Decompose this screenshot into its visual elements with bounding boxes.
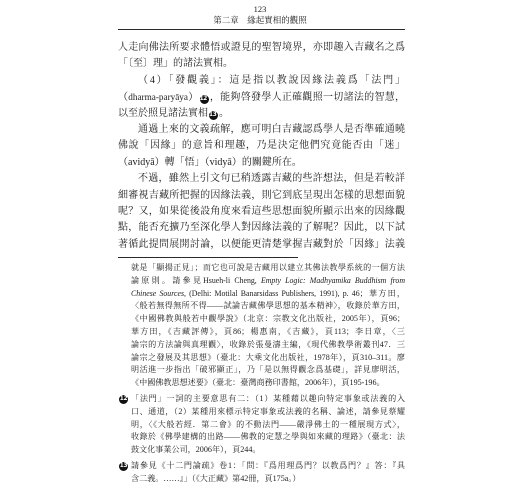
footnote-line: 口、通道，（2）某種用來標示特定事象或法義的名稱、論述，請參見蔡耀 [131,406,405,416]
body-line: 不過，雖然上引文句已稍透露吉藏的些許想法，但是若較詳 [138,173,405,185]
body-line: （4）「發觀義」：這是指以教說因緣法義爲「法門」 [138,74,405,86]
footnote-line: 〈般若無得無所不得——試論吉藏佛學思想的基本精神〉，收錄於華方田， [131,301,405,311]
page-number: 123 [253,4,267,14]
footnote-marker-13: 13 [119,463,128,469]
footnote-marker-12: 12 [119,396,128,402]
body-line [118,89,405,105]
footnote-13 [118,460,405,486]
footnote-text-span: 論原則。請參見 [131,275,204,285]
body-line: 「〔至〕理」的諸法實相。 [118,58,233,70]
sanskrit-term: dharma-paryāya [128,92,188,103]
body-line [118,106,405,122]
body-text-span: 以至於照見諸法實相 [118,107,208,119]
header-rule [118,29,405,30]
body-line: 人走向佛法所要求體悟或證見的聖智境界，亦即趣入吉藏名之爲 [118,42,405,53]
footnote-marker-13: 13 [209,111,217,118]
footnote-line: 「法門」一詞的主要意思有二：（1）某種藉以趣向特定事象或法義的入 [131,394,405,403]
footnote-line: 鼓文化事業公司，2006年），頁244。 [131,445,261,455]
body-line: 點，能否充擴乃至深化學人對因緣法義的了解呢？因此，以下試 [118,222,405,234]
footnote-line: 論宗之發展及其思想》（臺北：大乘文化出版社，1978年），頁310–311。廖 [131,352,405,362]
body-text-span: ，能夠啓發學人正確觀照一切諸法的智慧， [209,92,405,104]
footnote-line: 含二義。……』」（《大正藏》第42冊，頁175a。） [131,473,301,483]
citation-details: , (Delhi: Motilal Banarsidass Publishers, 1991), p. 46 [184,288,360,298]
footnote-continued [118,262,405,390]
body-text-span: （ [118,92,129,104]
footnote-line: 《中國佛教思想述要》（臺北：臺灣商務印書館，2006年），頁195-196。 [131,378,385,388]
footnote-line: 請參見《十二門論疏》卷1：「問：『爲用理爲門？以教爲門？』答：『具 [131,461,405,470]
footnote-line [118,288,405,301]
footnote-line: 論宗的方法論與真理觀〉，收錄於張曼濤主編，《現代佛教學術叢刊47．三 [131,339,405,349]
citation-title: Chinese Sources [131,288,184,298]
footnote-line: 明活進一步指出「破邪顯正」，乃「是以無得觀念爲基礎」，詳見廖明活， [131,365,405,375]
footnote-12 [118,393,405,457]
footnote-line: 《中國佛教與般若中觀學說》（北京：宗教文化出版社，2005年），頁96； [131,314,405,324]
footnote-line: 就是「顯揚正見」；而它也可說是吉藏用以建立其佛法教學系統的一個方法 [131,263,405,272]
body-line: 通過上來的文義疏解，應可明白吉藏認爲學人是否準確通曉 [138,123,405,135]
footnote-marker-12: 12 [199,96,208,103]
citation-author: Hsueh-li Cheng, [203,275,261,285]
citation-title: Empty Logic: Madhyamika Buddhism from [260,275,405,285]
footnote-line: 明，〈《大般若經．第二會》的不動法門——嚴淨佛土的一種展現方式〉， [131,419,405,429]
footnote-line: 收錄於《佛學建構的出路——佛教的定慧之學與如來藏的理路》（臺北：法 [131,432,405,442]
body-line: 佛說「因緣」的意旨和理趣，乃是決定他們究竟能否由「迷」 [118,140,405,152]
footnote-line [118,275,405,288]
footnote-text-span: ；華方田， [359,288,405,298]
body-line: 著循此提問展開討論，以便能更清楚掌握吉藏對於「因緣」法義 [118,238,405,250]
main-text [118,40,405,253]
body-line: 細審視吉藏所把握的因緣法義，則它到底呈現出怎樣的思想面貌 [118,189,405,201]
body-line: （avidyā）轉「悟」（vidyā）的關鍵所在。 [118,156,302,168]
body-line: 呢？又，如果從後設角度來看這些思想面貌所顯示出來的因緣觀 [118,205,405,217]
footnote-separator [118,257,298,258]
footnote-line: 華方田，《吉藏評傳》，頁86；楊惠南，《吉藏》，頁113；李日章，〈三 [131,326,405,336]
body-text-span: 。 [219,107,229,119]
running-title: 第二章 緣起實相的觀照 [213,15,307,25]
body-text-span: ） [187,92,199,104]
